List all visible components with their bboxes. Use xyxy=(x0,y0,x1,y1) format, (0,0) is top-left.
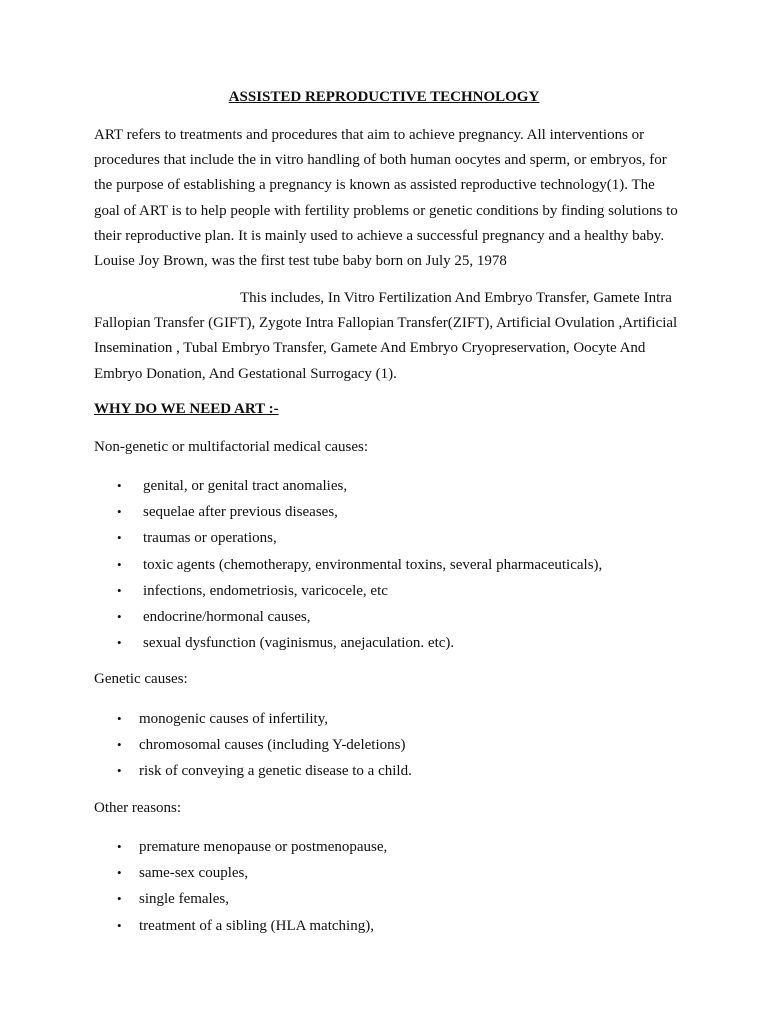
bullet-icon: • xyxy=(117,891,122,907)
list-item xyxy=(0,709,768,735)
list-item xyxy=(0,633,768,659)
bullet-icon: • xyxy=(117,478,122,493)
section-heading: WHY DO WE NEED ART :- xyxy=(94,401,279,417)
list-item-text: single females, xyxy=(139,891,229,908)
list-item xyxy=(0,837,768,863)
list-item xyxy=(0,735,768,761)
list-item-text: risk of conveying a genetic disease to a child. xyxy=(139,763,412,780)
list-item-text: monogenic causes of infertility, xyxy=(139,711,328,727)
bullet-icon: • xyxy=(117,582,122,598)
bullet-icon: • xyxy=(117,865,122,881)
list-item-text: infections, endometriosis, varicocele, etc xyxy=(143,582,388,599)
list-item-text: chromosomal causes (including Y-deletions) xyxy=(139,737,406,754)
group-label-other: Other reasons: xyxy=(94,800,182,816)
list-item xyxy=(0,581,768,607)
bullet-icon: • xyxy=(117,608,122,624)
includes-paragraph: This includes, In Vitro Fertilization And Embryo Transfer, Gamete Intra Fallopian Transfer (GIFT), Zygote Intra Fallopian Transfer(ZIFT), Artificial Ovulation ,Artificial Insemination , Tubal Embryo Transfer, Gamete And Embryo Cryopreservation, Oocyte And Embryo Donation, And Gestational Surrogacy (1). xyxy=(94,290,678,382)
document-title: ASSISTED REPRODUCTIVE TECHNOLOGY xyxy=(228,89,540,105)
list-item xyxy=(0,555,768,581)
non-genetic-causes-list xyxy=(0,476,768,659)
bullet-icon: • xyxy=(117,839,122,854)
bullet-icon: • xyxy=(117,763,122,779)
list-item xyxy=(0,476,768,502)
group-label-non-genetic: Non-genetic or multifactorial medical causes: xyxy=(94,439,369,455)
list-item-text: traumas or operations, xyxy=(143,530,277,547)
group-label-genetic: Genetic causes: xyxy=(94,671,188,687)
other-reasons-list xyxy=(0,837,768,942)
list-item xyxy=(0,761,768,787)
list-item xyxy=(0,889,768,915)
list-item xyxy=(0,607,768,633)
bullet-icon: • xyxy=(117,917,122,933)
intro-paragraph: ART refers to treatments and procedures that aim to achieve pregnancy. All interventions or procedures that include the in vitro handling of both human oocytes and sperm, or embryos, for the purpose of establishing a pregnancy is known as assisted reproductive technology(1). The goal of ART is to help people with fertility problems or genetic conditions by finding solutions to their reproductive plan. It is mainly used to achieve a successful pregnancy and a healthy baby. Louise Joy Brown, was the first test tube baby born on July 25, 1978 xyxy=(94,127,678,270)
bullet-icon: • xyxy=(117,737,122,753)
list-item xyxy=(0,863,768,889)
bullet-icon: • xyxy=(117,711,122,726)
list-item-text: genital, or genital tract anomalies, xyxy=(143,478,348,494)
bullet-icon: • xyxy=(117,556,122,572)
list-item-text: sexual dysfunction (vaginismus, anejaculation. etc). xyxy=(143,635,455,652)
list-item-text: premature menopause or postmenopause, xyxy=(139,839,388,855)
list-item xyxy=(0,916,768,942)
genetic-causes-list xyxy=(0,709,768,788)
bullet-icon: • xyxy=(117,635,122,651)
list-item-text: treatment of a sibling (HLA matching), xyxy=(139,917,374,934)
list-item-text: same-sex couples, xyxy=(139,865,249,882)
list-item-text: endocrine/hormonal causes, xyxy=(143,608,311,625)
list-item xyxy=(0,502,768,528)
list-item-text: toxic agents (chemotherapy, environmental toxins, several pharmaceuticals), xyxy=(143,556,603,573)
bullet-icon: • xyxy=(117,530,122,546)
list-item-text: sequelae after previous diseases, xyxy=(143,504,338,521)
list-item xyxy=(0,528,768,554)
bullet-icon: • xyxy=(117,504,122,520)
